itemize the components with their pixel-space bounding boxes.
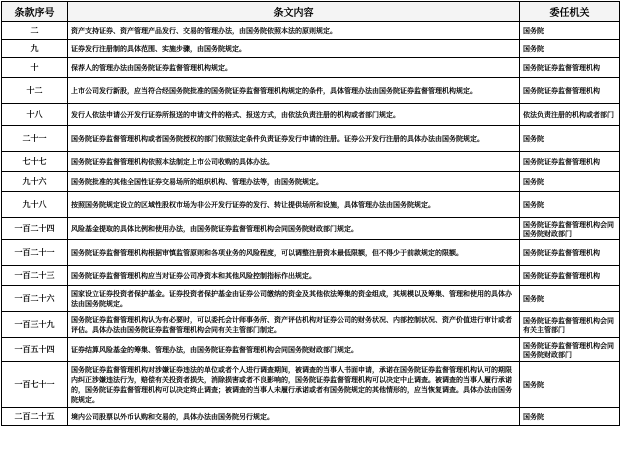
delegated-agency: 国务院 <box>520 22 620 40</box>
clause-number: 一百二十四 <box>2 218 68 240</box>
clause-content: 资产支持证券、资产管理产品发行、交易的管理办法，由国务院依照本法的原则规定。 <box>68 22 520 40</box>
table-row <box>2 58 620 78</box>
clause-number: 二十一 <box>2 126 68 152</box>
table-row <box>2 78 620 104</box>
table-row <box>2 22 620 40</box>
clause-content: 风险基金提取的具体比例和使用办法，由国务院证券监督管理机构会同国务院财政部门规定。 <box>68 218 520 240</box>
delegated-agency: 国务院证券监督管理机构 <box>520 78 620 104</box>
clause-number: 一百二十三 <box>2 266 68 286</box>
delegated-agency: 依法负责注册的机构或者部门 <box>520 104 620 126</box>
table-row <box>2 362 620 408</box>
clause-number: 一百三十九 <box>2 312 68 338</box>
delegation-table <box>1 1 620 426</box>
clause-content: 国务院证券监督管理机构根据审慎监管原则和各项业务的风险程度，可以调整注册资本最低限额，但不得少于前款规定的限额。 <box>68 240 520 266</box>
clause-content: 上市公司发行新股，应当符合经国务院批准的国务院证券监督管理机构规定的条件，具体管理办法由国务院证券监督管理机构规定。 <box>68 78 520 104</box>
delegated-agency: 国务院证券监督管理机构 <box>520 266 620 286</box>
clause-content: 国务院证券监督管理机构应当对证券公司净资本和其他风险控制指标作出规定。 <box>68 266 520 286</box>
delegated-agency: 国务院 <box>520 408 620 426</box>
delegated-agency: 国务院证券监督管理机构 <box>520 152 620 172</box>
header-clause-content: 条文内容 <box>68 2 520 22</box>
table-row <box>2 172 620 192</box>
table-row <box>2 104 620 126</box>
clause-content: 证券结算风险基金的筹集、管理办法，由国务院证券监督管理机构会同国务院财政部门规定。 <box>68 338 520 362</box>
clause-number: 二百二十五 <box>2 408 68 426</box>
clause-number: 九十六 <box>2 172 68 192</box>
table-row <box>2 126 620 152</box>
clause-content: 国务院证券监督管理机构或者国务院授权的部门依照法定条件负责证券发行申请的注册。证券公开发行注册的具体办法由国务院规定。 <box>68 126 520 152</box>
table-row <box>2 218 620 240</box>
delegated-agency: 国务院证券监督管理机构 <box>520 240 620 266</box>
table-row <box>2 40 620 58</box>
clause-number: 九 <box>2 40 68 58</box>
delegated-agency: 国务院证券监督管理机构会同有关主管部门 <box>520 312 620 338</box>
table-row <box>2 240 620 266</box>
table-row <box>2 286 620 312</box>
clause-number: 一百五十四 <box>2 338 68 362</box>
clause-number: 一百二十六 <box>2 286 68 312</box>
table-row <box>2 338 620 362</box>
table-header-row <box>2 2 620 22</box>
delegated-agency: 国务院 <box>520 172 620 192</box>
table-row <box>2 408 620 426</box>
header-delegated-agency: 委任机关 <box>520 2 620 22</box>
clause-content: 国务院证券监督管理机构认为有必要时，可以委托会计师事务所、资产评估机构对证券公司的财务状况、内部控制状况、资产价值进行审计或者评估。具体办法由国务院证券监督管理机构会同有关主管部门制定。 <box>68 312 520 338</box>
clause-number: 十二 <box>2 78 68 104</box>
clause-content: 按照国务院规定设立的区域性股权市场为非公开发行证券的发行、转让提供场所和设施，具体管理办法由国务院规定。 <box>68 192 520 218</box>
clause-content: 发行人依法申请公开发行证券所报送的申请文件的格式、报送方式，由依法负责注册的机构或者部门规定。 <box>68 104 520 126</box>
delegated-agency: 国务院 <box>520 192 620 218</box>
clause-number: 十八 <box>2 104 68 126</box>
table-row <box>2 266 620 286</box>
clause-number: 二 <box>2 22 68 40</box>
delegated-agency: 国务院 <box>520 126 620 152</box>
clause-number: 九十八 <box>2 192 68 218</box>
delegated-agency: 国务院证券监督管理机构会同国务院财政部门 <box>520 218 620 240</box>
delegated-agency: 国务院证券监督管理机构 <box>520 58 620 78</box>
clause-number: 十 <box>2 58 68 78</box>
clause-content: 国务院证券监督管理机构对涉嫌证券违法的单位或者个人进行调查期间，被调查的当事人书面申请，承诺在国务院证券监督管理机构认可的期限内纠正涉嫌违法行为，赔偿有关投资者损失，消除损害或者不良影响的，国务院证券监督管理机构可以决定中止调查。被调查的当事人履行承诺的，国务院证券监督管理机构可以决定终止调查；被调查的当事人未履行承诺或者有国务院规定的其他情形的，应当恢复调查。具体办法由国务院规定。 <box>68 362 520 408</box>
clause-content: 保荐人的管理办法由国务院证券监督管理机构规定。 <box>68 58 520 78</box>
table-row <box>2 152 620 172</box>
delegated-agency: 国务院 <box>520 362 620 408</box>
header-clause-number: 条款序号 <box>2 2 68 22</box>
delegated-agency: 国务院 <box>520 40 620 58</box>
delegated-agency: 国务院证券监督管理机构会同国务院财政部门 <box>520 338 620 362</box>
table-row <box>2 192 620 218</box>
clause-content: 国务院证券监督管理机构依照本法制定上市公司收购的具体办法。 <box>68 152 520 172</box>
clause-number: 七十七 <box>2 152 68 172</box>
clause-content: 国家设立证券投资者保护基金。证券投资者保护基金由证券公司缴纳的资金及其他依法筹集的资金组成，其规模以及筹集、管理和使用的具体办法由国务院规定。 <box>68 286 520 312</box>
clause-content: 境内公司股票以外币认购和交易的，具体办法由国务院另行规定。 <box>68 408 520 426</box>
clause-number: 一百二十一 <box>2 240 68 266</box>
table-row <box>2 312 620 338</box>
clause-number: 一百七十一 <box>2 362 68 408</box>
delegated-agency: 国务院 <box>520 286 620 312</box>
clause-content: 国务院批准的其他全国性证券交易场所的组织机构、管理办法等，由国务院规定。 <box>68 172 520 192</box>
clause-content: 证券发行注册制的具体范围、实施步骤，由国务院规定。 <box>68 40 520 58</box>
